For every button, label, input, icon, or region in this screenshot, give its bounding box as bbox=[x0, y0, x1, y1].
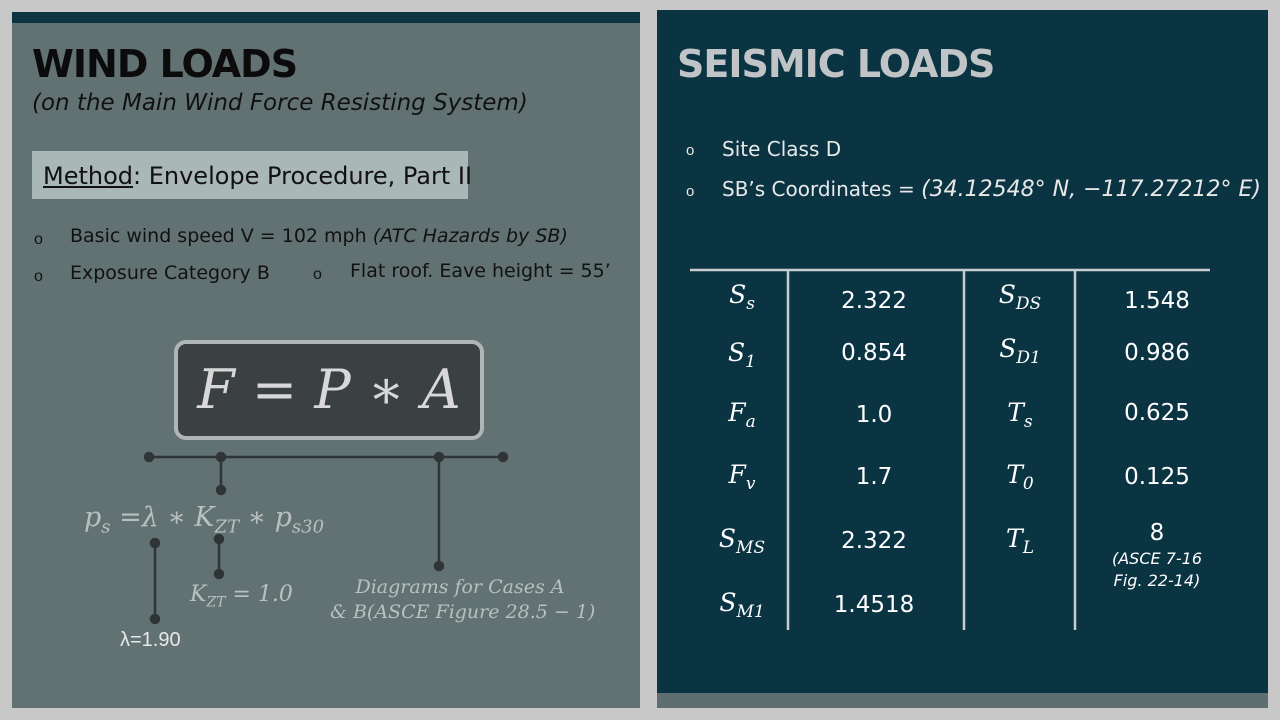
lambda-value: λ=1.90 bbox=[120, 629, 181, 651]
symbol-s1: $S_1$ bbox=[728, 338, 756, 372]
value-ss: 2.322 bbox=[841, 288, 907, 314]
bullet-icon: o bbox=[686, 183, 695, 200]
kzt-value: $K_{ZT} = 1.0$ bbox=[190, 582, 293, 611]
symbol-tl: $T_L$ bbox=[1006, 524, 1034, 558]
wind-speed-ref: (ATC Hazards by SB) bbox=[372, 225, 568, 247]
main-formula: F = P ∗ A bbox=[197, 358, 461, 421]
connector-node bbox=[435, 562, 443, 570]
wind-subtitle: (on the Main Wind Force Resisting System) bbox=[32, 90, 528, 116]
tl-note-line1: (ASCE 7-16 bbox=[1111, 549, 1203, 568]
symbol-t0: $T_0$ bbox=[1006, 460, 1034, 494]
diagram-reference bbox=[330, 575, 596, 625]
symbol-fv: $F_v$ bbox=[728, 460, 756, 494]
site-class-bullet: Site Class D bbox=[722, 137, 842, 161]
ps-equation: $p_s =\lambda$ ∗ $K_{ZT}$ ∗ $p_{s30}$ bbox=[84, 502, 325, 538]
diagram-ref-line1: Diagrams for Cases A bbox=[355, 576, 565, 598]
value-fa: 1.0 bbox=[855, 402, 893, 428]
value-sd1: 0.986 bbox=[1124, 340, 1190, 366]
symbol-sm1: $S_{M1}$ bbox=[719, 588, 765, 622]
value-sms: 2.322 bbox=[841, 528, 907, 554]
value-tl: 8 bbox=[1149, 520, 1165, 546]
seismic-loads-panel bbox=[657, 10, 1268, 693]
connector-node bbox=[145, 453, 153, 461]
symbol-sms: $S_{MS}$ bbox=[718, 524, 766, 558]
wind-title: WIND LOADS bbox=[32, 42, 298, 86]
value-fv: 1.7 bbox=[855, 464, 893, 490]
exposure-bullet: Exposure Category B bbox=[70, 262, 270, 284]
connector-node bbox=[215, 570, 223, 578]
value-ts: 0.625 bbox=[1124, 400, 1190, 426]
coordinates-label: SB’s Coordinates = bbox=[722, 177, 922, 201]
tl-note bbox=[1097, 548, 1217, 592]
bullet-icon: o bbox=[34, 268, 43, 285]
symbol-sds: $S_{DS}$ bbox=[998, 280, 1042, 314]
method-description: : Envelope Procedure, Part II bbox=[133, 162, 473, 190]
connector-node bbox=[435, 453, 443, 461]
tl-note-line2: Fig. 22-14) bbox=[1113, 571, 1201, 590]
connector-node bbox=[217, 486, 225, 494]
connector-node bbox=[151, 539, 159, 547]
value-s1: 0.854 bbox=[841, 340, 907, 366]
value-sm1: 1.4518 bbox=[833, 592, 915, 618]
method-label: Method bbox=[43, 162, 134, 190]
symbol-ts: $T_s$ bbox=[1007, 398, 1033, 432]
symbol-ss: $S_s$ bbox=[729, 280, 755, 314]
symbol-sd1: $S_{D1}$ bbox=[999, 334, 1041, 368]
panel-bottom-bar bbox=[657, 693, 1268, 708]
symbol-fa: $F_a$ bbox=[728, 398, 756, 432]
connector-node bbox=[499, 453, 507, 461]
seismic-title: SEISMIC LOADS bbox=[677, 42, 995, 86]
bullet-icon: o bbox=[313, 266, 322, 283]
connector-node bbox=[151, 615, 159, 623]
diagram-ref-line2: & B(ASCE Figure 28.5 − 1) bbox=[330, 601, 596, 623]
value-t0: 0.125 bbox=[1124, 464, 1190, 490]
bullet-icon: o bbox=[34, 231, 43, 248]
value-sds: 1.548 bbox=[1124, 288, 1190, 314]
connector-node bbox=[217, 453, 225, 461]
wind-loads-panel bbox=[12, 12, 640, 708]
roof-bullet: Flat roof. Eave height = 55’ bbox=[350, 260, 611, 282]
coordinates-value: (34.12548° N, −117.27212° E) bbox=[921, 177, 1261, 202]
wind-speed-text: Basic wind speed V = 102 mph bbox=[70, 225, 373, 247]
bullet-icon: o bbox=[686, 142, 695, 159]
